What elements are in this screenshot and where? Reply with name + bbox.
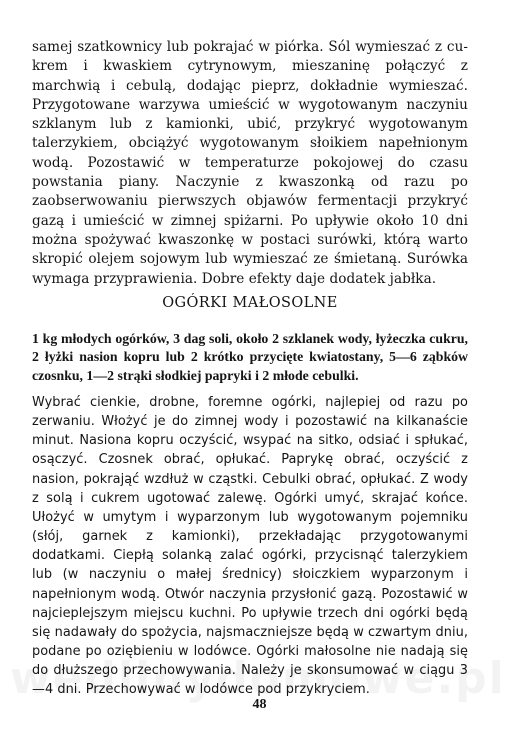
page-number: 48	[252, 697, 267, 712]
instructions-paragraph: Wybrać cienkie, drobne, foremne ogórki, najlepiej od razu po zerwaniu. Włożyć je do zimnej wody i pozostawić na kilkanaście minut. Nasiona kopru oczyścić, wsypać na sitko, odsiać i spłukać, osączyć. Czosnek obrać, opłukać. Paprykę obrać, oczyścić z nasion, pokrająć wzdłuż w cząstki. Cebulki obrać, opłukać. Z wody z solą i cukrem ugotować zalewę. Ogórki umyć, skrajać końce. Ułożyć w umytym i wyparzonym lub wygotowanym pojemniku (słój, garnek z kamionki), przekładając przygotowanymi dodatkami. Ciepłą solanką zalać ogórki, przycisnąć talerzykiem lub (w naczyniu o małej średnicy) słoiczkiem wyparzonym i napełnionym wodą. Otwór naczynia przysłonić gazą. Pozostawić w najcieplejszym miejscu kuchni. Po upływie trzech dni ogórki będą się nadawały do spożycia, najsmaczniejsze będą w czwartym dniu, podane po oziębieniu w lodówce. Ogórki małosolne nie nadają się do dłuższego przechowywania. Należy je skonsumować w ciągu 3—4 dni. Przechowywać w lodówce pod przykryciem.	[32, 395, 468, 698]
recipe-title: OGÓRKI MAŁOSOLNE	[162, 295, 338, 311]
continuation-paragraph: samej szatkownicy lub pokrajać w piórka. Sól wymieszać z cukrem i kwaskiem cytrynowym, mieszaninę połączyć z marchwią i cebulą, dodając pieprz, dokładnie wymieszać. Przygotowane warzywa umieścić w wygotowanym naczyniu szklanym lub z kamionki, ubić, przykryć wygotowanym talerzykiem, obciążyć wygotowanym słoikiem napełnionym wodą. Pozostawić w temperaturze pokojowej do czasu powstania piany. Naczynie z kwaszonką od razu po zaobserwowaniu pierwszych objawów fermentacji przykryć gazą i umieścić w zimnej spiżarni. Po upływie około 10 dni można spożywać kwaszonkę w postaci surówki, którą warto skropić olejem sojowym lub wymieszać ze śmietaną. Surówka wymaga przyprawienia. Dobre efekty daje dodatek jabłka.	[32, 39, 468, 287]
ingredients-list: 1 kg młodych ogórków, 3 dag soli, około 2 szklanek wody, łyżeczka cukru, 2 łyżki nasion kopru lub 2 krótko przycięte kwiatostany, 5—6 ząbków czosnku, 1—2 strąki słodkiej papryki i 2 młode cebulki.	[32, 331, 468, 383]
